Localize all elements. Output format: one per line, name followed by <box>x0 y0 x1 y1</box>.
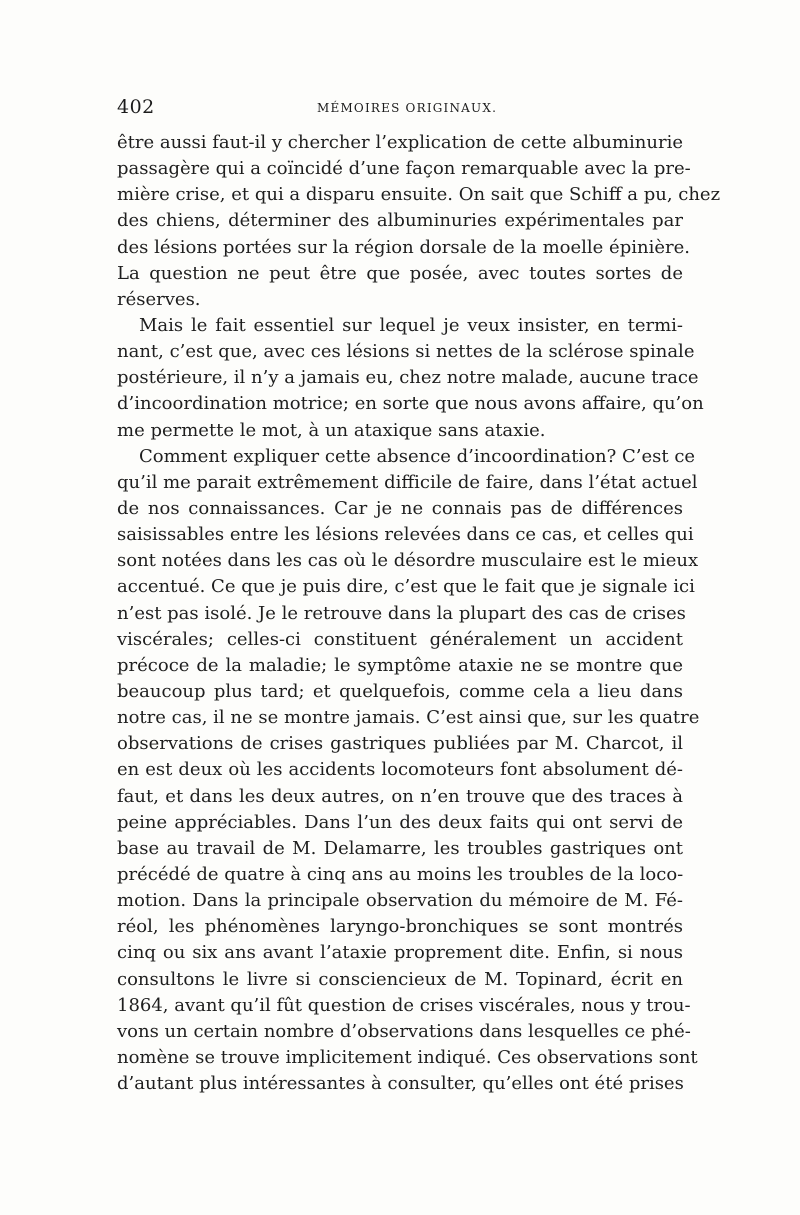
text-line: des chiens, déterminer des albuminuries expérimentales par <box>117 210 683 232</box>
page-number: 402 <box>117 96 155 118</box>
running-head <box>117 96 689 122</box>
text-line: Comment expliquer cette absence d’incoordination? C’est ce <box>139 445 696 467</box>
body-text <box>117 130 721 1097</box>
text-line: observations de crises gastriques publiées par M. Charcot, il <box>117 733 683 755</box>
text-line: viscérales; celles-ci constituent généralement un accident <box>117 628 683 650</box>
text-line: faut, et dans les deux autres, on n’en trouve que des traces à <box>117 785 683 807</box>
text-line: accentué. Ce que je puis dire, c’est que le fait que je signale ici <box>117 576 695 598</box>
text-line: base au travail de M. Delamarre, les troubles gastriques ont <box>117 837 683 859</box>
paragraph <box>117 313 704 444</box>
running-title: MÉMOIRES ORIGINAUX. <box>317 101 498 115</box>
text-line: saisissables entre les lésions relevées dans ce cas, et celles qui <box>117 524 694 546</box>
text-line: La question ne peut être que posée, avec toutes sortes de <box>117 262 683 284</box>
text-line: n’est pas isolé. Je le retrouve dans la plupart des cas de crises <box>117 602 686 624</box>
text-line: réol, les phénomènes laryngo-bronchiques se sont montrés <box>117 916 683 938</box>
text-line: réserves. <box>117 288 201 310</box>
text-line: beaucoup plus tard; et quelquefois, comme cela a lieu dans <box>117 680 683 702</box>
text-line: précoce de la maladie; le symptôme ataxie ne se montre que <box>117 654 683 676</box>
text-line: consultons le livre si consciencieux de M. Topinard, écrit en <box>117 968 683 990</box>
text-line: être aussi faut-il y chercher l’explication de cette albuminurie <box>117 132 683 153</box>
text-line: motion. Dans la principale observation du mémoire de M. Fé- <box>117 890 683 912</box>
paragraph <box>117 444 700 1098</box>
text-line: me permette le mot, à un ataxique sans ataxie. <box>117 419 546 441</box>
text-line: nant, c’est que, avec ces lésions si nettes de la sclérose spinale <box>117 341 695 363</box>
text-line: cinq ou six ans avant l’ataxie proprement dite. Enfin, si nous <box>117 942 683 964</box>
text-line: peine appréciables. Dans l’un des deux faits qui ont servi de <box>117 811 683 833</box>
paragraph <box>117 130 721 313</box>
text-line: mière crise, et qui a disparu ensuite. On sait que Schiff a pu, chez <box>117 184 721 206</box>
text-line: de nos connaissances. Car je ne connais pas de différences <box>117 497 683 519</box>
text-line: d’incoordination motrice; en sorte que nous avons affaire, qu’on <box>117 393 704 415</box>
text-line: 1864, avant qu’il fût question de crises viscérales, nous y trou- <box>117 994 691 1016</box>
text-line: d’autant plus intéressantes à consulter, qu’elles ont été prises <box>117 1073 684 1095</box>
text-line: qu’il me parait extrêmement difficile de faire, dans l’état actuel <box>117 471 698 493</box>
text-line: Mais le fait essentiel sur lequel je veux insister, en termi- <box>139 314 683 336</box>
text-line: sont notées dans les cas où le désordre musculaire est le mieux <box>117 550 699 572</box>
text-line: en est deux où les accidents locomoteurs font absolument dé- <box>117 759 683 781</box>
text-line: vons un certain nombre d’observations dans lesquelles ce phé- <box>117 1020 691 1042</box>
text-line: passagère qui a coïncidé d’une façon remarquable avec la pre- <box>117 158 691 180</box>
text-line: postérieure, il n’y a jamais eu, chez notre malade, aucune trace <box>117 367 699 389</box>
text-line: des lésions portées sur la région dorsale de la moelle épinière. <box>117 236 690 258</box>
text-line: notre cas, il ne se montre jamais. C’est ainsi que, sur les quatre <box>117 707 700 729</box>
text-line: nomène se trouve implicitement indiqué. Ces observations sont <box>117 1046 698 1068</box>
text-line: précédé de quatre à cinq ans au moins les troubles de la loco- <box>117 863 684 885</box>
